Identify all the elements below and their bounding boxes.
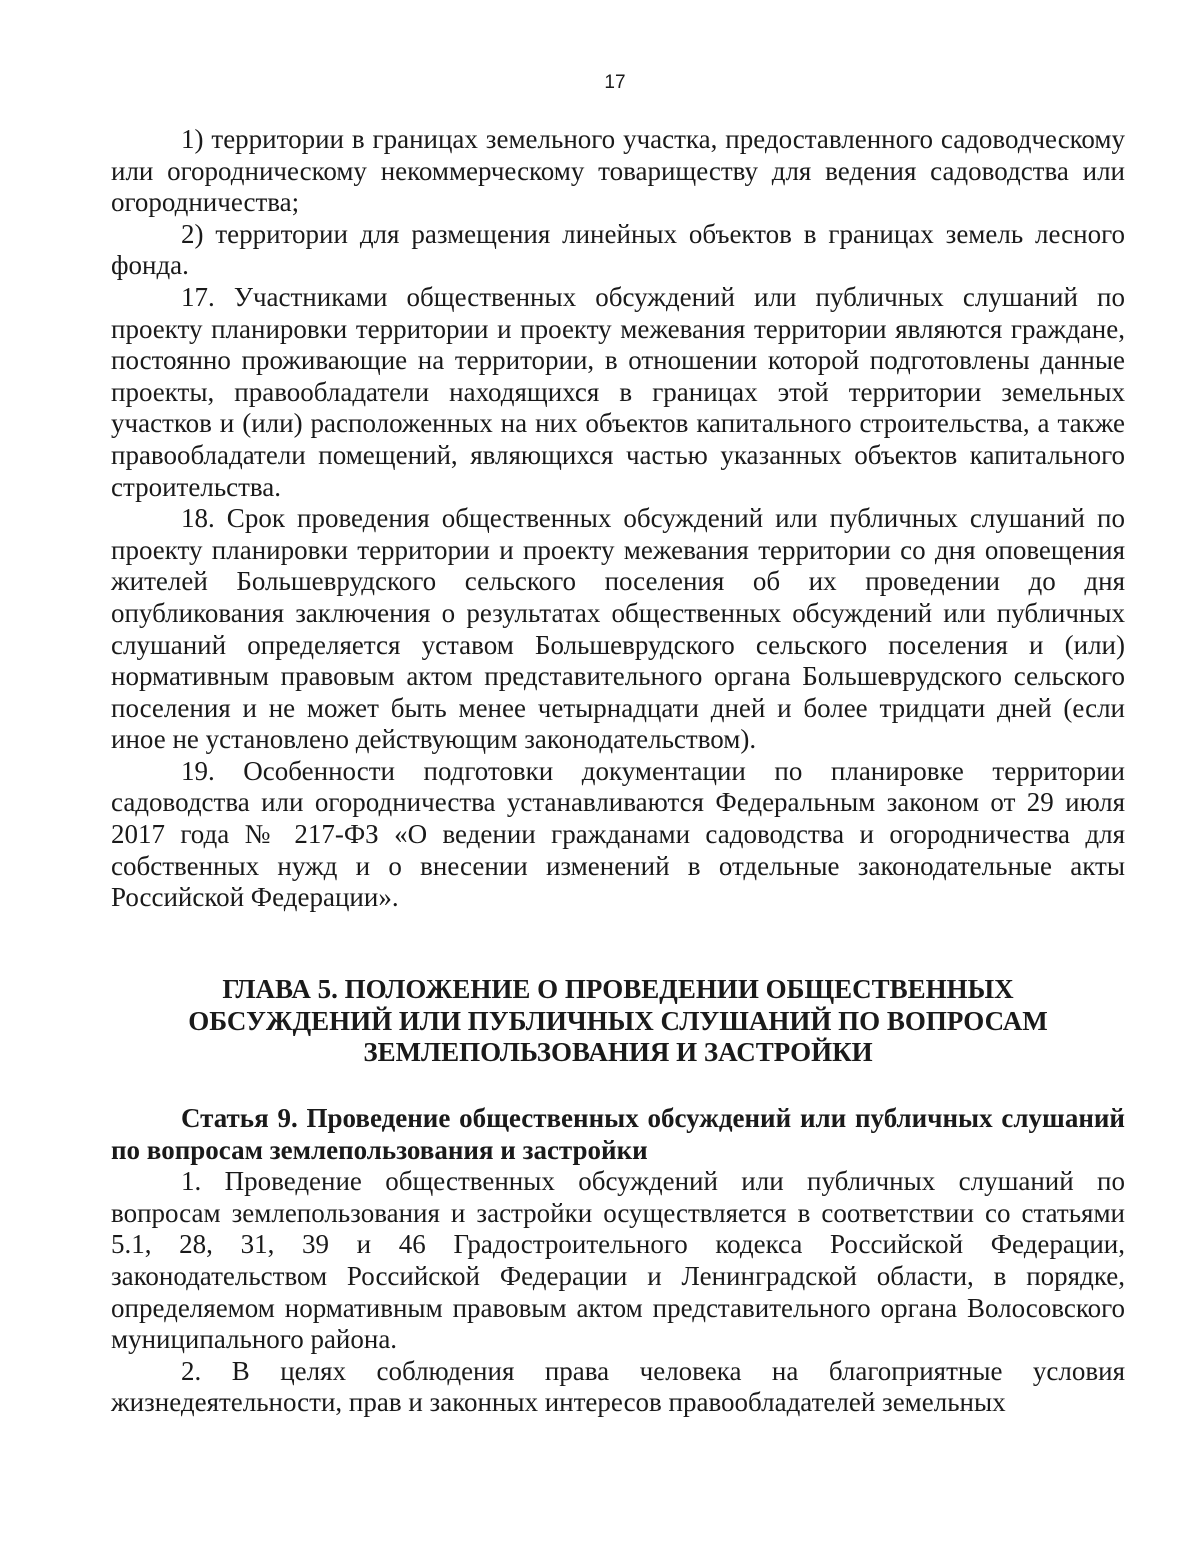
paragraph-article-2: 2. В целях соблюдения права человека на благоприятные условия жизнедеятельности, прав и законных интересов правообладателей земельных: [111, 1355, 1125, 1418]
body-text-bottom: [111, 1103, 1125, 1419]
paragraph-item-1: 1) территории в границах земельного участка, предоставленного садоводческому или огородническому некоммерческому товариществу для ведения садоводства или огородничества;: [111, 124, 1125, 218]
article-title: Статья 9. Проведение общественных обсуждений или публичных слушаний по вопросам землепользования и застройки: [111, 1103, 1125, 1165]
paragraph-19: 19. Особенности подготовки документации по планировке территории садоводства или огородничества устанавливаются Федеральным законом от 29 июля 2017 года № 217-ФЗ «О ведении гражданами садоводства и огородничества для собственных нужд и о внесении изменений в отдельные законодательные акты Российской Федерации».: [111, 755, 1125, 913]
paragraph-17: 17. Участниками общественных обсуждений или публичных слушаний по проекту планировки территории и проекту межевания территории являются граждане, постоянно проживающие на территории, в отношении которой подготовлены данные проекты, правообладатели находящихся в границах этой территории земельных участков и (или) расположенных на них объектов капитального строительства, а также правообладатели помещений, являющихся частью указанных объектов капитального строительства.: [111, 281, 1125, 502]
paragraph-item-2: 2) территории для размещения линейных объектов в границах земель лесного фонда.: [111, 218, 1125, 281]
body-text-top: [111, 124, 1125, 914]
paragraph-18: 18. Срок проведения общественных обсуждений или публичных слушаний по проекту планировки территории и проекту межевания территории со дня оповещения жителей Большеврудского сельского поселения об их проведении до дня опубликования заключения о результатах общественных обсуждений или публичных слушаний определяется уставом Большеврудского сельского поселения и (или) нормативным правовым актом представительного органа Большеврудского сельского поселения и не может быть менее четырнадцати дней и более тридцати дней (если иное не установлено действующим законодательством).: [111, 503, 1125, 755]
chapter-heading-line-3: ЗЕМЛЕПОЛЬЗОВАНИЯ И ЗАСТРОЙКИ: [363, 1037, 873, 1068]
page-number: 17: [604, 72, 626, 93]
chapter-heading-line-2: ОБСУЖДЕНИЙ ИЛИ ПУБЛИЧНЫХ СЛУШАНИЙ ПО ВОПРОСАМ: [188, 1005, 1048, 1036]
chapter-heading-line-1: ГЛАВА 5. ПОЛОЖЕНИЕ О ПРОВЕДЕНИИ ОБЩЕСТВЕННЫХ: [222, 974, 1014, 1004]
paragraph-article-1: 1. Проведение общественных обсуждений или публичных слушаний по вопросам землепользования и застройки осуществляется в соответствии со статьями 5.1, 28, 31, 39 и 46 Градостроительного кодекса Российской Федерации, законодательством Российской Федерации и Ленинградской области, в порядке, определяемом нормативным правовым актом представительного органа Волосовского муниципального района.: [111, 1166, 1125, 1355]
chapter-heading: [111, 974, 1125, 1069]
